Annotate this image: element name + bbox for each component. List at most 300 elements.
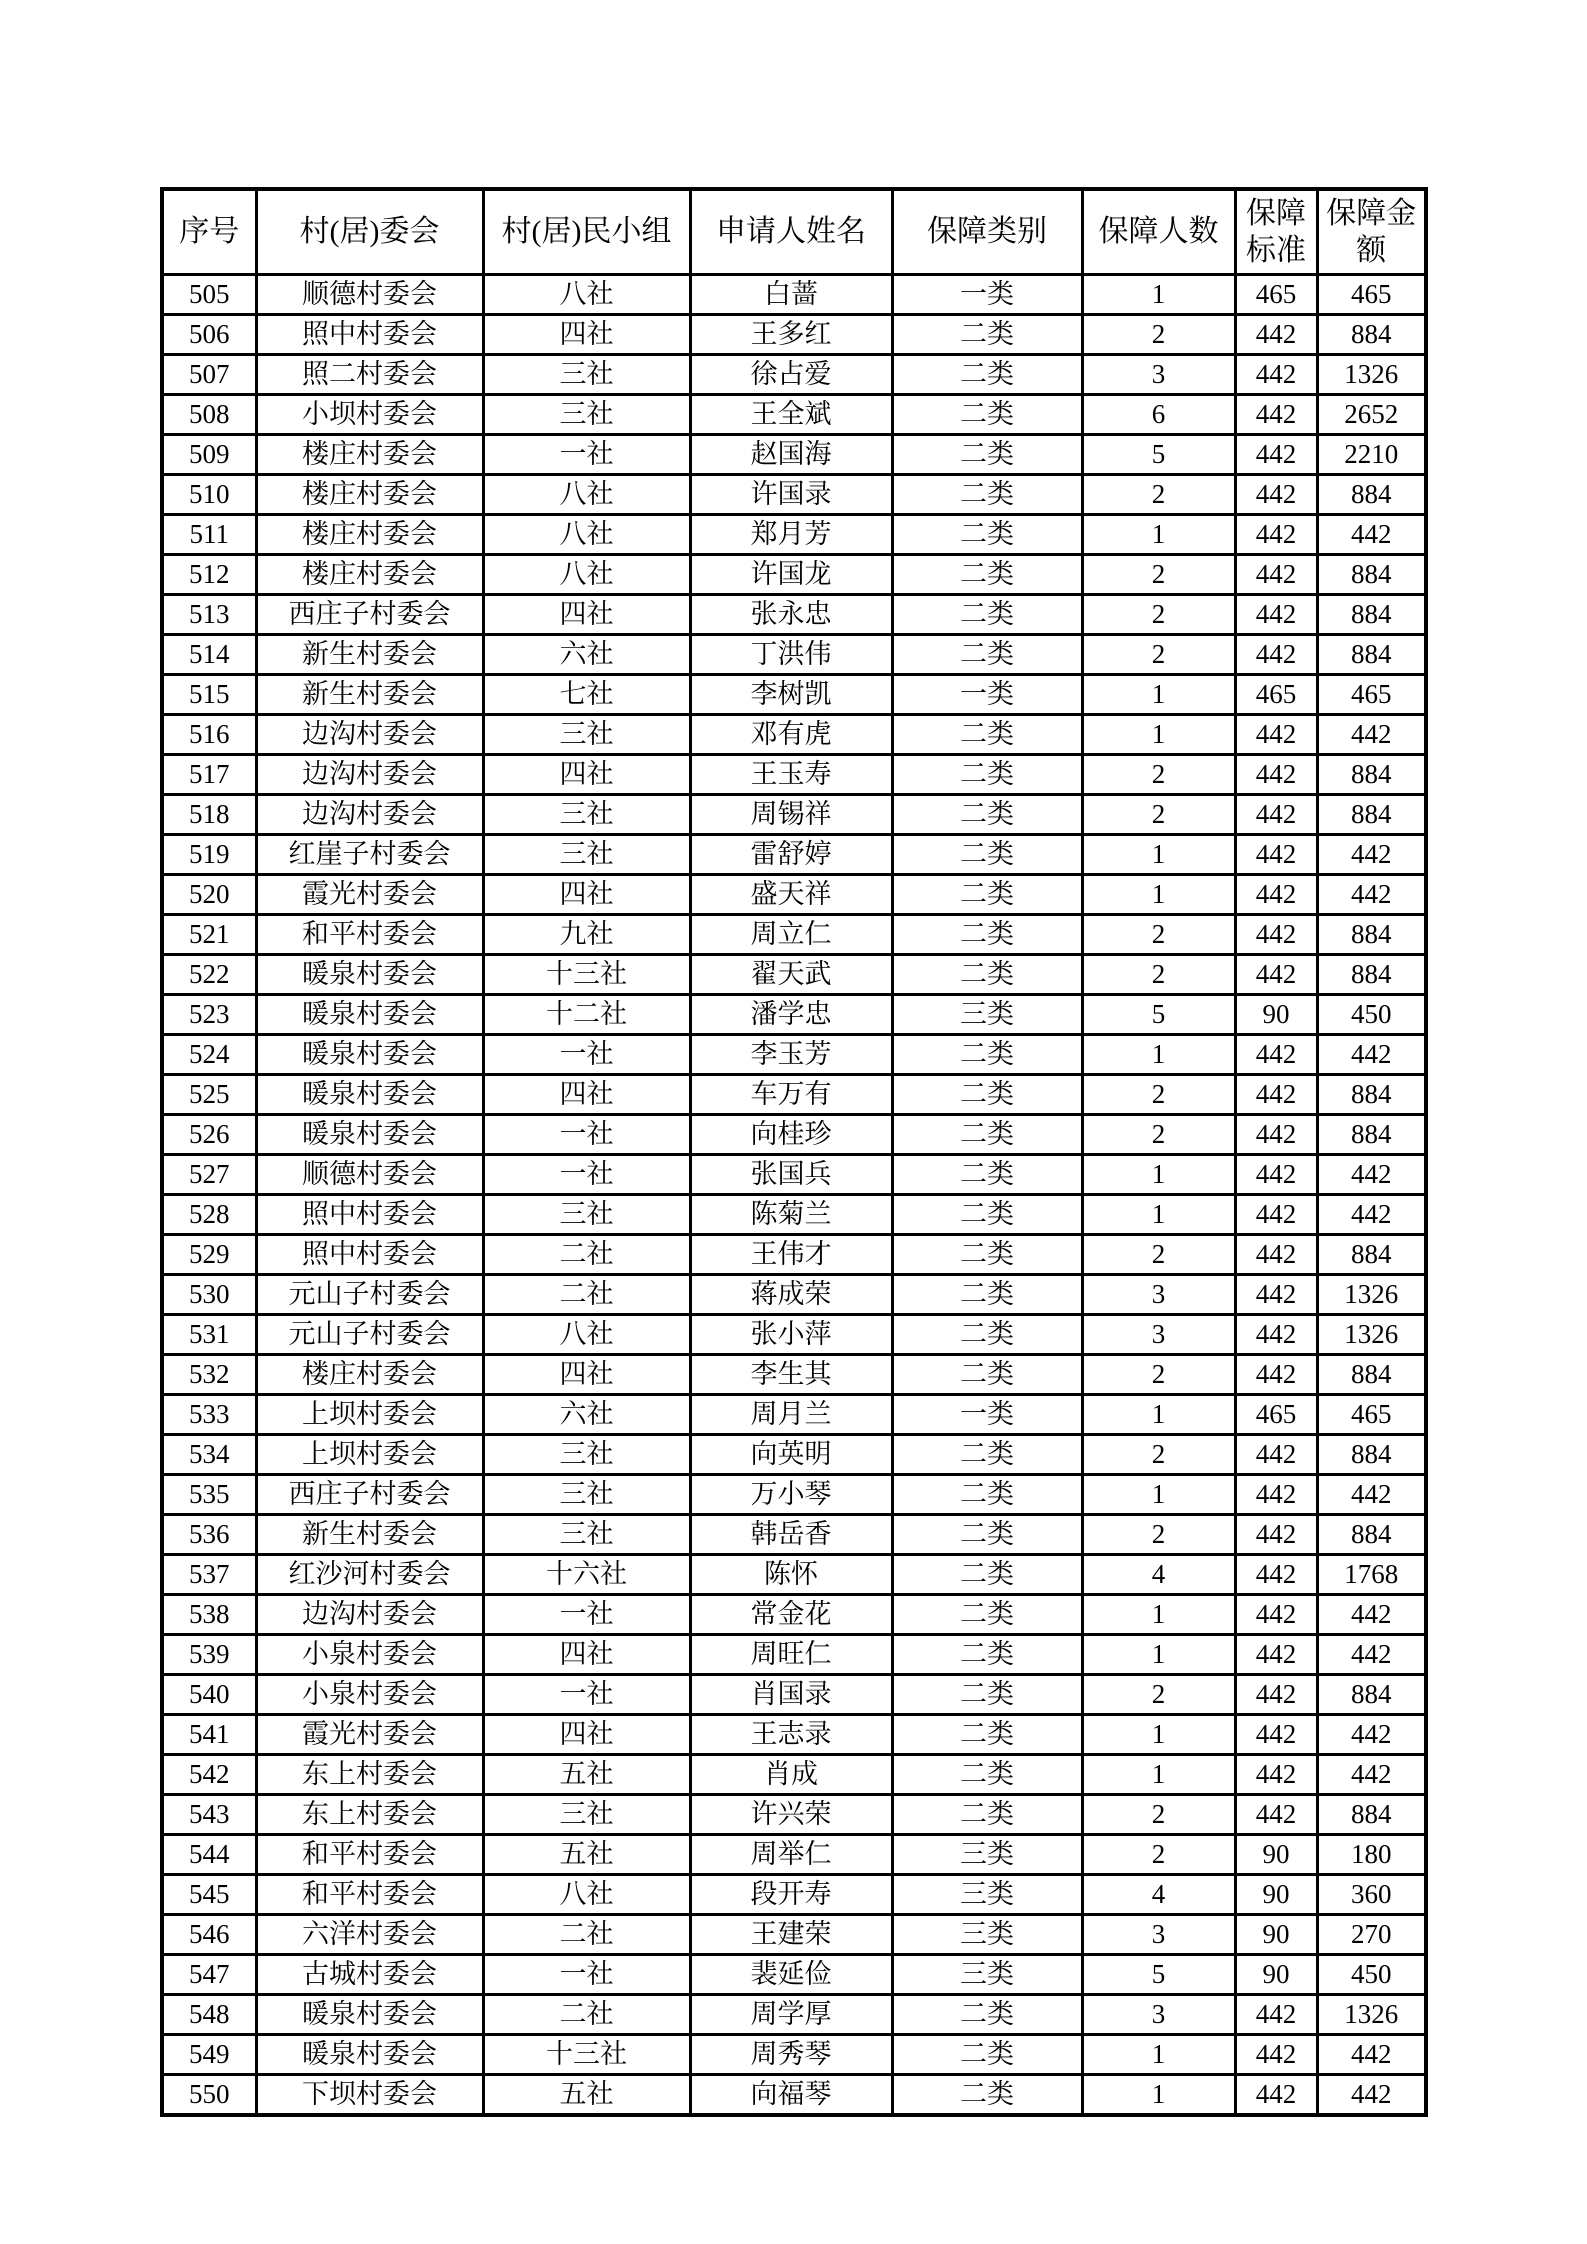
cell-security-standard: 442 — [1235, 1635, 1317, 1675]
table-row — [162, 1035, 1426, 1075]
cell-applicant-name: 李玉芳 — [690, 1035, 892, 1075]
cell-security-count: 2 — [1082, 955, 1235, 995]
cell-serial-number: 537 — [162, 1555, 256, 1595]
cell-security-count: 2 — [1082, 315, 1235, 355]
cell-security-category: 二类 — [892, 755, 1082, 795]
table-row — [162, 1115, 1426, 1155]
cell-security-amount: 465 — [1317, 275, 1426, 315]
cell-serial-number: 511 — [162, 515, 256, 555]
cell-applicant-name: 王玉寿 — [690, 755, 892, 795]
cell-security-standard: 442 — [1235, 1475, 1317, 1515]
cell-security-standard: 442 — [1235, 355, 1317, 395]
cell-villager-group: 七社 — [483, 675, 690, 715]
cell-applicant-name: 周学厚 — [690, 1995, 892, 2035]
cell-security-amount: 442 — [1317, 1155, 1426, 1195]
table-row — [162, 1315, 1426, 1355]
cell-security-category: 二类 — [892, 1555, 1082, 1595]
cell-serial-number: 521 — [162, 915, 256, 955]
cell-villager-group: 三社 — [483, 715, 690, 755]
cell-security-standard: 90 — [1235, 1955, 1317, 1995]
cell-security-category: 一类 — [892, 675, 1082, 715]
cell-villager-group: 九社 — [483, 915, 690, 955]
cell-applicant-name: 周立仁 — [690, 915, 892, 955]
table-row — [162, 1355, 1426, 1395]
cell-village-committee: 东上村委会 — [256, 1795, 483, 1835]
cell-security-amount: 884 — [1317, 1435, 1426, 1475]
cell-security-category: 二类 — [892, 835, 1082, 875]
table-row — [162, 1235, 1426, 1275]
cell-villager-group: 六社 — [483, 1395, 690, 1435]
table-row — [162, 1675, 1426, 1715]
cell-security-category: 一类 — [892, 275, 1082, 315]
cell-security-count: 2 — [1082, 635, 1235, 675]
cell-villager-group: 八社 — [483, 475, 690, 515]
cell-applicant-name: 郑月芳 — [690, 515, 892, 555]
cell-security-amount: 1326 — [1317, 1995, 1426, 2035]
cell-security-count: 1 — [1082, 2035, 1235, 2075]
cell-security-category: 二类 — [892, 1195, 1082, 1235]
cell-security-count: 2 — [1082, 595, 1235, 635]
cell-security-count: 3 — [1082, 355, 1235, 395]
cell-applicant-name: 张小萍 — [690, 1315, 892, 1355]
cell-applicant-name: 王多红 — [690, 315, 892, 355]
cell-village-committee: 暖泉村委会 — [256, 1035, 483, 1075]
cell-security-count: 2 — [1082, 555, 1235, 595]
cell-security-amount: 360 — [1317, 1875, 1426, 1915]
cell-security-count: 1 — [1082, 1715, 1235, 1755]
cell-serial-number: 515 — [162, 675, 256, 715]
cell-security-standard: 442 — [1235, 795, 1317, 835]
cell-security-amount: 1326 — [1317, 1315, 1426, 1355]
cell-serial-number: 507 — [162, 355, 256, 395]
cell-security-amount: 884 — [1317, 1515, 1426, 1555]
cell-serial-number: 547 — [162, 1955, 256, 1995]
cell-security-amount: 442 — [1317, 1635, 1426, 1675]
cell-applicant-name: 张永忠 — [690, 595, 892, 635]
cell-security-category: 一类 — [892, 1395, 1082, 1435]
cell-villager-group: 一社 — [483, 1115, 690, 1155]
cell-serial-number: 534 — [162, 1435, 256, 1475]
cell-security-category: 二类 — [892, 1675, 1082, 1715]
cell-villager-group: 一社 — [483, 1595, 690, 1635]
cell-villager-group: 八社 — [483, 1875, 690, 1915]
cell-village-committee: 暖泉村委会 — [256, 2035, 483, 2075]
cell-serial-number: 525 — [162, 1075, 256, 1115]
cell-security-standard: 442 — [1235, 1555, 1317, 1595]
table-row — [162, 635, 1426, 675]
cell-villager-group: 四社 — [483, 755, 690, 795]
cell-security-category: 二类 — [892, 1475, 1082, 1515]
cell-serial-number: 505 — [162, 275, 256, 315]
cell-security-amount: 884 — [1317, 1675, 1426, 1715]
cell-security-amount: 884 — [1317, 955, 1426, 995]
cell-security-count: 5 — [1082, 1955, 1235, 1995]
cell-village-committee: 霞光村委会 — [256, 875, 483, 915]
cell-security-category: 二类 — [892, 1235, 1082, 1275]
cell-village-committee: 东上村委会 — [256, 1755, 483, 1795]
cell-village-committee: 楼庄村委会 — [256, 435, 483, 475]
cell-security-count: 1 — [1082, 1755, 1235, 1795]
cell-applicant-name: 许国龙 — [690, 555, 892, 595]
cell-security-count: 2 — [1082, 1435, 1235, 1475]
cell-security-standard: 442 — [1235, 595, 1317, 635]
table-row — [162, 1075, 1426, 1115]
cell-serial-number: 530 — [162, 1275, 256, 1315]
cell-security-standard: 442 — [1235, 1155, 1317, 1195]
cell-serial-number: 529 — [162, 1235, 256, 1275]
cell-serial-number: 516 — [162, 715, 256, 755]
cell-security-standard: 442 — [1235, 1315, 1317, 1355]
cell-security-standard: 442 — [1235, 1235, 1317, 1275]
cell-security-standard: 442 — [1235, 2075, 1317, 2116]
cell-security-amount: 884 — [1317, 915, 1426, 955]
cell-applicant-name: 王伟才 — [690, 1235, 892, 1275]
table-row — [162, 1995, 1426, 2035]
cell-villager-group: 四社 — [483, 875, 690, 915]
cell-security-amount: 442 — [1317, 835, 1426, 875]
table-row — [162, 755, 1426, 795]
cell-village-committee: 小泉村委会 — [256, 1635, 483, 1675]
cell-serial-number: 517 — [162, 755, 256, 795]
cell-security-count: 2 — [1082, 795, 1235, 835]
cell-security-standard: 442 — [1235, 435, 1317, 475]
cell-security-category: 二类 — [892, 2075, 1082, 2116]
cell-security-amount: 884 — [1317, 635, 1426, 675]
table-row — [162, 1875, 1426, 1915]
cell-security-category: 二类 — [892, 2035, 1082, 2075]
cell-security-category: 二类 — [892, 1635, 1082, 1675]
table-row — [162, 915, 1426, 955]
cell-security-amount: 442 — [1317, 875, 1426, 915]
cell-security-amount: 270 — [1317, 1915, 1426, 1955]
cell-applicant-name: 许兴荣 — [690, 1795, 892, 1835]
cell-security-category: 二类 — [892, 1275, 1082, 1315]
table-row — [162, 1915, 1426, 1955]
cell-villager-group: 三社 — [483, 1475, 690, 1515]
cell-security-standard: 90 — [1235, 1915, 1317, 1955]
cell-villager-group: 二社 — [483, 1275, 690, 1315]
cell-security-category: 二类 — [892, 515, 1082, 555]
cell-security-count: 2 — [1082, 1355, 1235, 1395]
cell-security-count: 1 — [1082, 275, 1235, 315]
cell-security-count: 4 — [1082, 1875, 1235, 1915]
cell-applicant-name: 蒋成荣 — [690, 1275, 892, 1315]
cell-villager-group: 一社 — [483, 1675, 690, 1715]
table-row — [162, 875, 1426, 915]
cell-applicant-name: 向福琴 — [690, 2075, 892, 2116]
cell-applicant-name: 翟天武 — [690, 955, 892, 995]
cell-security-category: 二类 — [892, 1155, 1082, 1195]
cell-security-amount: 884 — [1317, 1235, 1426, 1275]
header-security-category: 保障类别 — [892, 189, 1082, 275]
cell-village-committee: 霞光村委会 — [256, 1715, 483, 1755]
table-row — [162, 1155, 1426, 1195]
cell-applicant-name: 段开寿 — [690, 1875, 892, 1915]
cell-security-amount: 2652 — [1317, 395, 1426, 435]
cell-villager-group: 十六社 — [483, 1555, 690, 1595]
cell-serial-number: 545 — [162, 1875, 256, 1915]
cell-village-committee: 新生村委会 — [256, 635, 483, 675]
cell-security-amount: 180 — [1317, 1835, 1426, 1875]
cell-villager-group: 六社 — [483, 635, 690, 675]
cell-serial-number: 518 — [162, 795, 256, 835]
cell-security-category: 二类 — [892, 395, 1082, 435]
cell-villager-group: 八社 — [483, 555, 690, 595]
table-row — [162, 275, 1426, 315]
cell-applicant-name: 韩岳香 — [690, 1515, 892, 1555]
cell-security-category: 二类 — [892, 315, 1082, 355]
cell-security-standard: 442 — [1235, 875, 1317, 915]
table-row — [162, 1515, 1426, 1555]
cell-villager-group: 八社 — [483, 515, 690, 555]
table-row — [162, 795, 1426, 835]
cell-village-committee: 元山子村委会 — [256, 1315, 483, 1355]
cell-applicant-name: 白蔷 — [690, 275, 892, 315]
cell-security-count: 2 — [1082, 1075, 1235, 1115]
cell-villager-group: 三社 — [483, 1435, 690, 1475]
cell-applicant-name: 周锡祥 — [690, 795, 892, 835]
cell-village-committee: 新生村委会 — [256, 675, 483, 715]
cell-applicant-name: 周月兰 — [690, 1395, 892, 1435]
cell-security-standard: 442 — [1235, 955, 1317, 995]
cell-applicant-name: 常金花 — [690, 1595, 892, 1635]
cell-villager-group: 四社 — [483, 1715, 690, 1755]
cell-village-committee: 上坝村委会 — [256, 1395, 483, 1435]
cell-serial-number: 532 — [162, 1355, 256, 1395]
cell-villager-group: 三社 — [483, 395, 690, 435]
cell-village-committee: 暖泉村委会 — [256, 1075, 483, 1115]
cell-serial-number: 536 — [162, 1515, 256, 1555]
cell-security-amount: 884 — [1317, 795, 1426, 835]
cell-applicant-name: 肖成 — [690, 1755, 892, 1795]
cell-villager-group: 五社 — [483, 2075, 690, 2116]
cell-security-standard: 442 — [1235, 2035, 1317, 2075]
cell-security-amount: 442 — [1317, 1595, 1426, 1635]
cell-security-count: 5 — [1082, 995, 1235, 1035]
cell-serial-number: 542 — [162, 1755, 256, 1795]
cell-village-committee: 楼庄村委会 — [256, 1355, 483, 1395]
cell-security-count: 1 — [1082, 2075, 1235, 2116]
cell-security-amount: 884 — [1317, 1075, 1426, 1115]
table-row — [162, 315, 1426, 355]
cell-villager-group: 十二社 — [483, 995, 690, 1035]
cell-serial-number: 543 — [162, 1795, 256, 1835]
header-villager-group: 村(居)民小组 — [483, 189, 690, 275]
cell-security-category: 二类 — [892, 875, 1082, 915]
cell-security-amount: 1326 — [1317, 355, 1426, 395]
cell-village-committee: 小坝村委会 — [256, 395, 483, 435]
cell-serial-number: 541 — [162, 1715, 256, 1755]
cell-security-standard: 90 — [1235, 1875, 1317, 1915]
table-row — [162, 475, 1426, 515]
cell-security-count: 1 — [1082, 835, 1235, 875]
table-row — [162, 1955, 1426, 1995]
cell-security-amount: 884 — [1317, 1795, 1426, 1835]
cell-security-category: 二类 — [892, 1435, 1082, 1475]
cell-security-standard: 442 — [1235, 1595, 1317, 1635]
cell-security-amount: 442 — [1317, 2035, 1426, 2075]
table-row — [162, 395, 1426, 435]
cell-security-category: 二类 — [892, 915, 1082, 955]
cell-applicant-name: 王建荣 — [690, 1915, 892, 1955]
cell-security-count: 4 — [1082, 1555, 1235, 1595]
cell-village-committee: 和平村委会 — [256, 915, 483, 955]
cell-village-committee: 暖泉村委会 — [256, 1115, 483, 1155]
cell-security-count: 6 — [1082, 395, 1235, 435]
table-row — [162, 1795, 1426, 1835]
cell-security-amount: 442 — [1317, 1755, 1426, 1795]
cell-security-category: 二类 — [892, 555, 1082, 595]
cell-applicant-name: 王志录 — [690, 1715, 892, 1755]
cell-security-standard: 442 — [1235, 1355, 1317, 1395]
cell-serial-number: 531 — [162, 1315, 256, 1355]
cell-security-category: 二类 — [892, 1595, 1082, 1635]
cell-applicant-name: 张国兵 — [690, 1155, 892, 1195]
cell-security-category: 二类 — [892, 1515, 1082, 1555]
cell-villager-group: 二社 — [483, 1235, 690, 1275]
cell-security-standard: 442 — [1235, 475, 1317, 515]
table-row — [162, 2035, 1426, 2075]
cell-security-amount: 2210 — [1317, 435, 1426, 475]
cell-security-standard: 442 — [1235, 915, 1317, 955]
cell-village-committee: 楼庄村委会 — [256, 515, 483, 555]
cell-village-committee: 照中村委会 — [256, 1235, 483, 1275]
cell-village-committee: 暖泉村委会 — [256, 955, 483, 995]
header-serial-number: 序号 — [162, 189, 256, 275]
cell-village-committee: 上坝村委会 — [256, 1435, 483, 1475]
cell-serial-number: 506 — [162, 315, 256, 355]
table-header-row — [162, 189, 1426, 275]
table-row — [162, 1595, 1426, 1635]
cell-security-count: 1 — [1082, 1635, 1235, 1675]
cell-village-committee: 古城村委会 — [256, 1955, 483, 1995]
cell-security-count: 3 — [1082, 1315, 1235, 1355]
cell-security-standard: 442 — [1235, 315, 1317, 355]
cell-security-category: 二类 — [892, 355, 1082, 395]
cell-village-committee: 顺德村委会 — [256, 1155, 483, 1195]
cell-security-standard: 442 — [1235, 1715, 1317, 1755]
cell-applicant-name: 周秀琴 — [690, 2035, 892, 2075]
cell-village-committee: 和平村委会 — [256, 1875, 483, 1915]
table-row — [162, 715, 1426, 755]
cell-applicant-name: 周举仁 — [690, 1835, 892, 1875]
header-security-count: 保障人数 — [1082, 189, 1235, 275]
cell-security-count: 1 — [1082, 1475, 1235, 1515]
cell-security-amount: 450 — [1317, 995, 1426, 1035]
cell-villager-group: 一社 — [483, 1955, 690, 1995]
cell-security-amount: 884 — [1317, 555, 1426, 595]
cell-security-amount: 465 — [1317, 675, 1426, 715]
cell-serial-number: 540 — [162, 1675, 256, 1715]
cell-security-category: 二类 — [892, 795, 1082, 835]
cell-serial-number: 514 — [162, 635, 256, 675]
cell-applicant-name: 邓有虎 — [690, 715, 892, 755]
cell-village-committee: 楼庄村委会 — [256, 555, 483, 595]
cell-villager-group: 四社 — [483, 595, 690, 635]
cell-security-amount: 884 — [1317, 1355, 1426, 1395]
cell-village-committee: 边沟村委会 — [256, 795, 483, 835]
cell-villager-group: 四社 — [483, 1075, 690, 1115]
cell-village-committee: 西庄子村委会 — [256, 595, 483, 635]
cell-security-amount: 884 — [1317, 755, 1426, 795]
cell-applicant-name: 裴延俭 — [690, 1955, 892, 1995]
cell-village-committee: 边沟村委会 — [256, 715, 483, 755]
cell-security-count: 2 — [1082, 475, 1235, 515]
cell-security-standard: 442 — [1235, 1195, 1317, 1235]
cell-serial-number: 528 — [162, 1195, 256, 1235]
cell-serial-number: 546 — [162, 1915, 256, 1955]
cell-villager-group: 五社 — [483, 1835, 690, 1875]
table-body — [162, 275, 1426, 2116]
cell-security-standard: 442 — [1235, 1755, 1317, 1795]
cell-security-standard: 442 — [1235, 1115, 1317, 1155]
cell-security-standard: 442 — [1235, 835, 1317, 875]
cell-applicant-name: 王全斌 — [690, 395, 892, 435]
cell-security-amount: 442 — [1317, 1715, 1426, 1755]
cell-security-count: 1 — [1082, 1195, 1235, 1235]
cell-serial-number: 510 — [162, 475, 256, 515]
cell-serial-number: 519 — [162, 835, 256, 875]
cell-applicant-name: 丁洪伟 — [690, 635, 892, 675]
cell-applicant-name: 赵国海 — [690, 435, 892, 475]
cell-security-amount: 884 — [1317, 315, 1426, 355]
cell-security-count: 1 — [1082, 1035, 1235, 1075]
cell-security-count: 2 — [1082, 915, 1235, 955]
cell-security-count: 3 — [1082, 1915, 1235, 1955]
cell-applicant-name: 万小琴 — [690, 1475, 892, 1515]
cell-security-count: 2 — [1082, 1115, 1235, 1155]
cell-security-standard: 465 — [1235, 675, 1317, 715]
cell-security-count: 2 — [1082, 1835, 1235, 1875]
cell-village-committee: 六洋村委会 — [256, 1915, 483, 1955]
cell-village-committee: 和平村委会 — [256, 1835, 483, 1875]
table-row — [162, 1715, 1426, 1755]
cell-security-count: 2 — [1082, 755, 1235, 795]
cell-security-standard: 442 — [1235, 1995, 1317, 2035]
cell-villager-group: 三社 — [483, 835, 690, 875]
cell-villager-group: 四社 — [483, 1635, 690, 1675]
cell-security-standard: 442 — [1235, 1515, 1317, 1555]
cell-villager-group: 四社 — [483, 1355, 690, 1395]
cell-security-amount: 884 — [1317, 1115, 1426, 1155]
cell-villager-group: 三社 — [483, 1795, 690, 1835]
cell-applicant-name: 肖国录 — [690, 1675, 892, 1715]
subsidy-table — [160, 187, 1428, 2117]
cell-applicant-name: 徐占爱 — [690, 355, 892, 395]
header-security-amount: 保障金额 — [1317, 189, 1426, 275]
cell-security-amount: 442 — [1317, 2075, 1426, 2116]
cell-village-committee: 新生村委会 — [256, 1515, 483, 1555]
cell-serial-number: 512 — [162, 555, 256, 595]
cell-applicant-name: 周旺仁 — [690, 1635, 892, 1675]
cell-applicant-name: 向英明 — [690, 1435, 892, 1475]
cell-security-standard: 442 — [1235, 635, 1317, 675]
cell-security-amount: 450 — [1317, 1955, 1426, 1995]
cell-security-count: 2 — [1082, 1675, 1235, 1715]
cell-security-amount: 442 — [1317, 1035, 1426, 1075]
cell-village-committee: 顺德村委会 — [256, 275, 483, 315]
header-applicant-name: 申请人姓名 — [690, 189, 892, 275]
cell-villager-group: 十三社 — [483, 2035, 690, 2075]
cell-security-category: 二类 — [892, 1995, 1082, 2035]
cell-applicant-name: 许国录 — [690, 475, 892, 515]
cell-villager-group: 三社 — [483, 795, 690, 835]
table-row — [162, 1395, 1426, 1435]
cell-security-count: 1 — [1082, 715, 1235, 755]
cell-security-category: 三类 — [892, 1835, 1082, 1875]
cell-security-category: 二类 — [892, 1755, 1082, 1795]
table-row — [162, 1275, 1426, 1315]
